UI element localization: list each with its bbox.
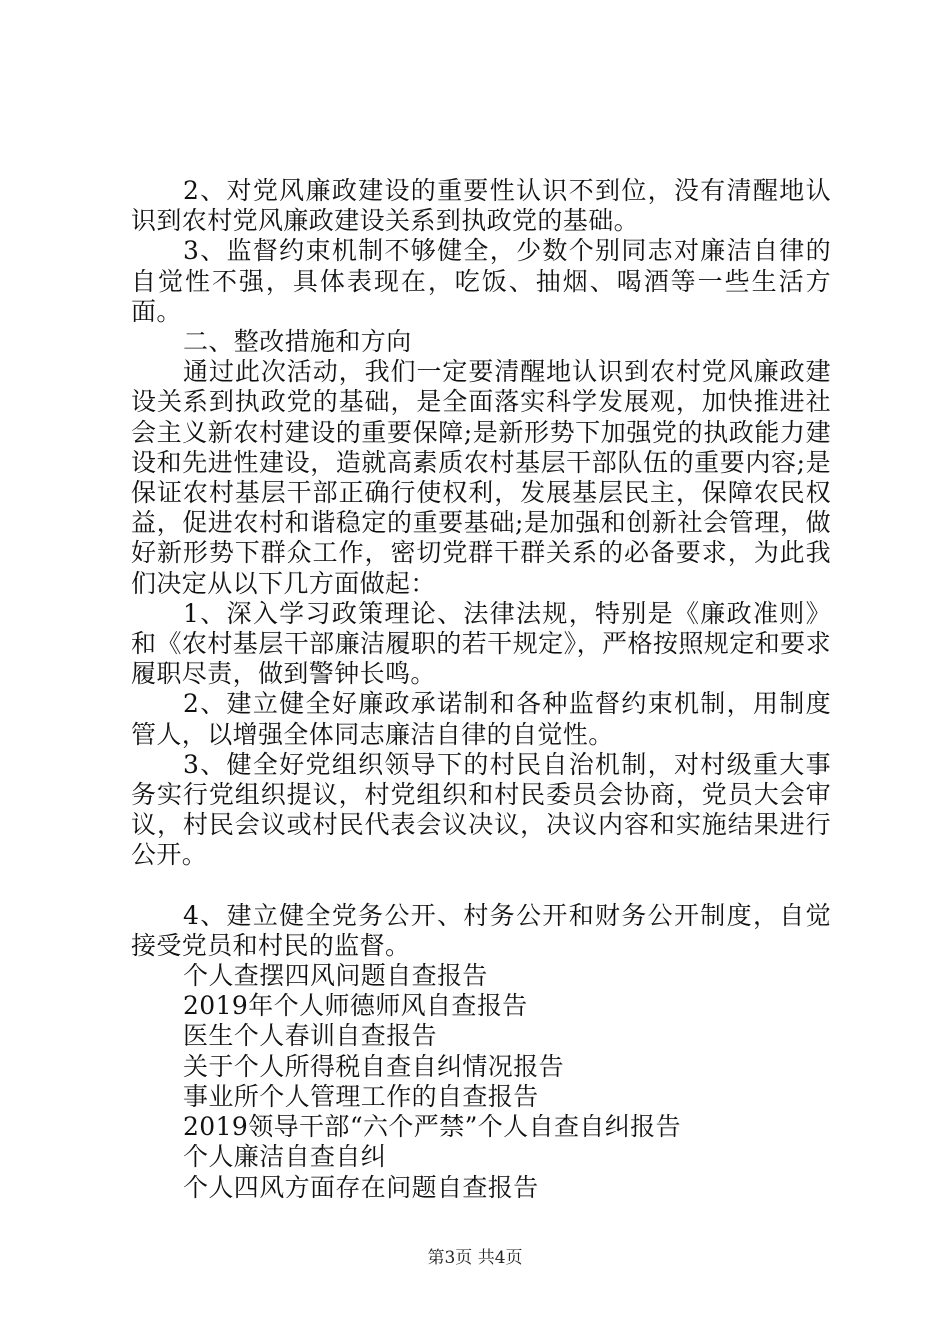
document-body — [131, 176, 831, 1203]
paragraph-measure-3: 3、健全好党组织领导下的村民自治机制，对村级重大事务实行党组织提议，村党组织和村民委员会协商，党员大会审议，村民会议或村民代表会议决议，决议内容和实施结果进行公开。 — [131, 749, 831, 870]
section-heading: 二、整改措施和方向 — [183, 327, 412, 357]
related-links-list — [131, 961, 831, 1203]
paragraph-measure-2: 2、建立健全好廉政承诺制和各种监督约束机制，用制度管人，以增强全体同志廉洁自律的自觉性。 — [131, 689, 831, 749]
related-link[interactable]: 个人四风方面存在问题自查报告 — [183, 1172, 539, 1202]
page-number: 第3页 共4页 — [427, 1248, 523, 1268]
related-link[interactable]: 个人廉洁自查自纠 — [183, 1142, 387, 1172]
paragraph-awareness: 2、对党风廉政建设的重要性认识不到位，没有清醒地认识到农村党风廉政建设关系到执政党的基础。 — [131, 176, 831, 236]
paragraph-measure-4: 4、建立健全党务公开、村务公开和财务公开制度，自觉接受党员和村民的监督。 — [131, 900, 831, 960]
paragraph-spacer — [131, 871, 831, 901]
related-link[interactable]: 事业所个人管理工作的自查报告 — [183, 1081, 539, 1111]
related-link[interactable]: 个人查摆四风问题自查报告 — [183, 961, 488, 991]
related-link[interactable]: 2019领导干部“六个严禁”个人自查自纠报告 — [183, 1112, 681, 1142]
paragraph-measure-1: 1、深入学习政策理论、法律法规，特别是《廉政准则》和《农村基层干部廉洁履职的若干规定》，严格按照规定和要求履职尽责，做到警钟长鸣。 — [131, 598, 831, 689]
related-link[interactable]: 医生个人春训自查报告 — [183, 1021, 438, 1051]
paragraph-supervision: 3、监督约束机制不够健全，少数个别同志对廉洁自律的自觉性不强，具体表现在，吃饭、抽烟、喝酒等一些生活方面。 — [131, 236, 831, 326]
related-link[interactable]: 2019年个人师德师风自查报告 — [183, 991, 528, 1021]
related-link[interactable]: 关于个人所得税自查自纠情况报告 — [183, 1051, 565, 1081]
paragraph-intro: 通过此次活动，我们一定要清醒地认识到农村党风廉政建设关系到执政党的基础，是全面落实科学发展观，加快推进社会主义新农村建设的重要保障;是新形势下加强党的执政能力建设和先进性建设，造就高素质农村基层干部队伍的重要内容;是保证农村基层干部正确行使权利，发展基层民主，保障农民权益，促进农村和谐稳定的重要基础;是加强和创新社会管理，做好新形势下群众工作，密切党群干群关系的必备要求，为此我们决定从以下几方面做起： — [131, 357, 831, 598]
